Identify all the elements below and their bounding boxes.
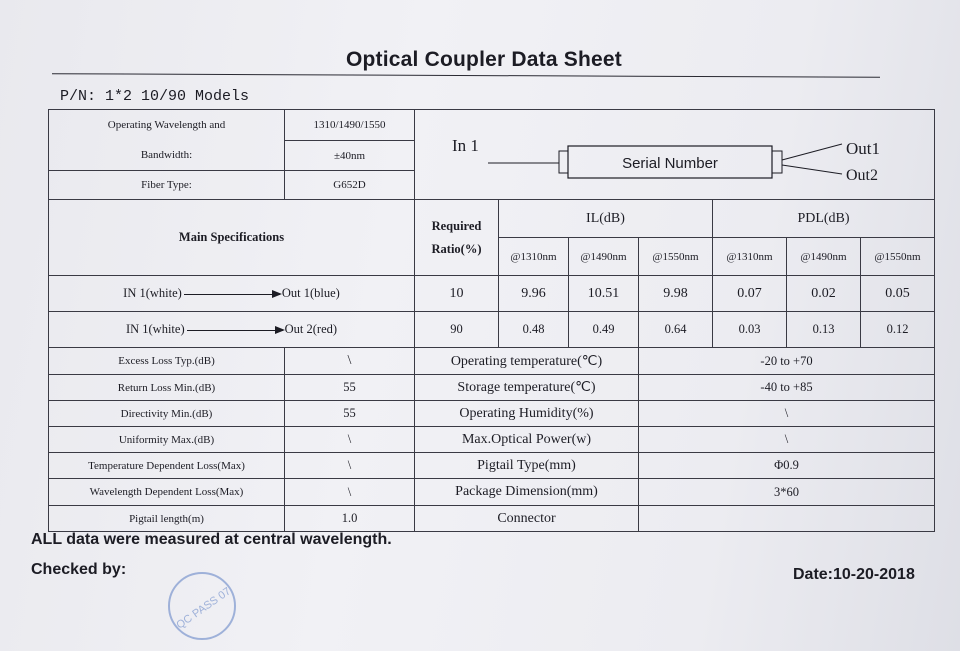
spec-label: Pigtail length(m) xyxy=(49,506,285,532)
coupler-diagram-cell xyxy=(415,110,935,200)
spec-label-2: Pigtail Type(mm) xyxy=(415,453,639,479)
spec-value: 55 xyxy=(285,375,415,401)
pdl-1310-out1: 0.07 xyxy=(713,276,787,312)
main-specifications-heading: Main Specifications xyxy=(49,200,415,276)
spec-label: Uniformity Max.(dB) xyxy=(49,427,285,453)
il-1490-heading: @1490nm xyxy=(569,238,639,276)
diagram-serial-number-label: Serial Number xyxy=(621,155,718,172)
diagram-out2-label: Out2 xyxy=(845,167,878,184)
spec-table xyxy=(48,109,935,532)
spec-value-2: 3*60 xyxy=(639,479,935,506)
spec-label-2: Package Dimension(mm) xyxy=(415,479,639,506)
arrow-icon xyxy=(187,330,283,331)
il-1310-out1: 9.96 xyxy=(499,276,569,312)
spec-value-2: -40 to +85 xyxy=(639,375,935,401)
spec-label-2: Connector xyxy=(415,506,639,532)
port-row-out2 xyxy=(49,312,935,348)
il-1550-out1: 9.98 xyxy=(639,276,713,312)
required-heading-line2: Ratio(%) xyxy=(431,241,482,256)
spec-label-2: Operating Humidity(%) xyxy=(415,401,639,427)
diagram-in1-label: In 1 xyxy=(451,136,479,155)
spec-value: \ xyxy=(285,348,415,375)
diagram-output-boot xyxy=(772,151,782,173)
checked-by-label: Checked by: xyxy=(31,561,127,578)
il-1550-out2: 0.64 xyxy=(639,312,713,348)
spec-value: \ xyxy=(285,479,415,506)
coupler-diagram xyxy=(416,110,934,195)
required-heading-line1: Required xyxy=(431,218,482,233)
title-underline xyxy=(52,73,880,78)
port-to-label: Out 1(blue) xyxy=(281,286,340,300)
ratio-out2: 90 xyxy=(415,312,499,348)
pdl-1550-heading: @1550nm xyxy=(861,238,935,276)
port-path-out1 xyxy=(49,276,415,312)
wavelength-value: 1310/1490/1550 xyxy=(285,110,415,141)
spec-value: 1.0 xyxy=(285,506,415,532)
diagram-input-boot xyxy=(559,151,568,173)
il-1310-out2: 0.48 xyxy=(499,312,569,348)
spec-row xyxy=(49,427,935,453)
bandwidth-value: ±40nm xyxy=(285,141,415,171)
spec-value-2: \ xyxy=(639,427,935,453)
il-1490-out1: 10.51 xyxy=(569,276,639,312)
spec-row xyxy=(49,506,935,532)
spec-value: 55 xyxy=(285,401,415,427)
spec-row xyxy=(49,348,935,375)
port-row-out1 xyxy=(49,276,935,312)
pdl-1310-heading: @1310nm xyxy=(713,238,787,276)
pdl-1490-heading: @1490nm xyxy=(787,238,861,276)
diagram-out1-label: Out1 xyxy=(845,139,880,158)
spec-label: Return Loss Min.(dB) xyxy=(49,375,285,401)
spec-label: Temperature Dependent Loss(Max) xyxy=(49,453,285,479)
spec-row xyxy=(49,479,935,506)
required-ratio-heading xyxy=(415,200,499,276)
il-heading: IL(dB) xyxy=(499,200,713,238)
pdl-heading: PDL(dB) xyxy=(713,200,935,238)
spec-row xyxy=(49,453,935,479)
pdl-1490-out2: 0.13 xyxy=(787,312,861,348)
port-from-label: IN 1(white) xyxy=(123,286,182,300)
diagram-out1-fiber xyxy=(782,144,842,160)
port-from-label: IN 1(white) xyxy=(125,322,185,336)
spec-value: \ xyxy=(285,453,415,479)
fiber-type-label: Fiber Type: xyxy=(49,171,285,200)
date-label: Date:10-20-2018 xyxy=(793,566,915,583)
pdl-1310-out2: 0.03 xyxy=(713,312,787,348)
wavelength-label-line1: Operating Wavelength and xyxy=(107,119,226,132)
qc-pass-stamp xyxy=(166,570,238,642)
port-to-label: Out 2(red) xyxy=(284,322,338,336)
sheet-title: Optical Coupler Data Sheet xyxy=(346,48,622,71)
spec-row xyxy=(49,401,935,427)
spec-value-2: -20 to +70 xyxy=(639,348,935,375)
pdl-1490-out1: 0.02 xyxy=(787,276,861,312)
spec-label-2: Storage temperature(℃) xyxy=(415,375,639,401)
bandwidth-label: Bandwidth: xyxy=(49,141,285,171)
ratio-out1: 10 xyxy=(415,276,499,312)
spec-value: \ xyxy=(285,427,415,453)
arrow-icon xyxy=(184,294,280,295)
spec-label: Excess Loss Typ.(dB) xyxy=(49,348,285,375)
measurement-note: ALL data were measured at central wavelength. xyxy=(31,531,392,548)
pdl-1550-out1: 0.05 xyxy=(861,276,935,312)
il-1550-heading: @1550nm xyxy=(639,238,713,276)
fiber-type-value: G652D xyxy=(285,171,415,200)
diagram-out2-fiber xyxy=(782,165,842,174)
il-1490-out2: 0.49 xyxy=(569,312,639,348)
port-path-out2 xyxy=(49,312,415,348)
spec-label: Wavelength Dependent Loss(Max) xyxy=(49,479,285,506)
spec-label-2: Operating temperature(℃) xyxy=(415,348,639,375)
stamp-text: QC PASS 07 xyxy=(174,585,234,632)
spec-value-2: \ xyxy=(639,401,935,427)
spec-value-2: Φ0.9 xyxy=(639,453,935,479)
part-number: P/N: 1*2 10/90 Models xyxy=(60,88,250,105)
spec-row xyxy=(49,375,935,401)
spec-label: Directivity Min.(dB) xyxy=(49,401,285,427)
pdl-1550-out2: 0.12 xyxy=(861,312,935,348)
spec-value-2 xyxy=(639,506,935,532)
spec-label-2: Max.Optical Power(w) xyxy=(415,427,639,453)
wavelength-label xyxy=(49,110,285,141)
il-1310-heading: @1310nm xyxy=(499,238,569,276)
